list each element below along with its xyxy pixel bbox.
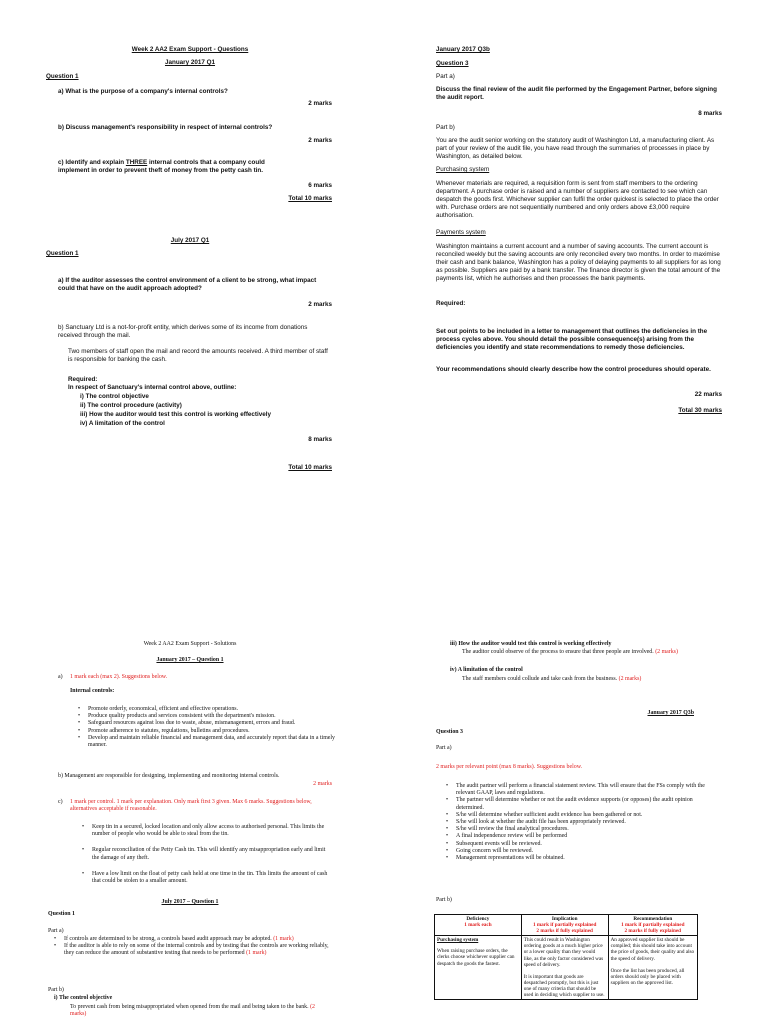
jul-q1-item: iii) How the auditor would test this control is working effectively	[80, 411, 272, 418]
solutions-title: Week 2 AA2 Exam Support - Solutions	[143, 641, 237, 647]
sol-q3b-part-a-note: 2 marks per relevant point (max 8 marks). Suggestions below.	[436, 764, 583, 770]
q3b-part-a-text: Discuss the final review of the audit file performed by the Engagement Partner, before signing the audit report.	[436, 86, 717, 101]
list-item: • Develop and maintain reliable financial and management data, and accurately report that data in a timely manner.	[78, 735, 340, 749]
jan-q1-total: Total 10 marks	[288, 195, 332, 202]
jan-q1-heading: January 2017 Q1	[164, 59, 216, 66]
q3b-heading: January 2017 Q3b	[436, 46, 490, 53]
jan-q1-part-a-marks: 2 marks	[308, 100, 332, 107]
table-row	[435, 936, 698, 1000]
questions-page-right	[432, 40, 724, 420]
table-header-cell: Implication 1 mark if partially explained 2 marks if fully explained	[521, 915, 608, 936]
jul-q1-required-text: In respect of Sanctuary's internal control above, outline:	[68, 384, 237, 391]
sol-jul-part-a-label: Part a)	[48, 928, 64, 934]
questions-page-left	[40, 40, 340, 480]
list-item: • The audit partner will perform a financial statement review. This will ensure that the FSs comply with the relevant GAAP, laws and regulations.	[446, 783, 722, 797]
recommendations-table	[434, 914, 698, 1000]
q3b-payments-text: Washington maintains a current account and a number of saving accounts. The current account is reconciled weekly but the saving accounts are only reconciled every two months. In order to maximise their cash and bank balance, Washington has a policy of delaying payments to all suppliers for as long as possible. Suppliers are paid by a bank transfer. The finance director is given the total amount of the payments list, which he authorises and then processes the bank payments.	[436, 243, 721, 282]
jul-q1-item: ii) The control procedure (activity)	[80, 402, 182, 409]
jul-q1-part-b-staff: Two members of staff open the mail and record the amounts received. A third member of staff is responsible for banking the cash.	[68, 348, 328, 363]
q3b-part-b-text: You are the audit senior working on the statutory audit of Washington Ltd, a manufacturing client. As part of your review of the audit file, you have read through the summaries of processes in place by Washington, as detailed below.	[436, 137, 715, 160]
table-cell: Purchasing system When raising purchase orders, the clerks choose whichever supplier can despatch the goods the fastest.	[435, 936, 522, 1000]
table-cell: This could result in Washington ordering goods at a much higher price or a lower quality than they would like, as the only factor considered was speed of delivery. It is important that goods are despatched promptly, but this is just one of many criteria that should be used in deciding which supplier to use.	[521, 936, 608, 1000]
q3b-purchasing-text: Whenever materials are required, a requisition form is sent from staff members to the ordering department. A purchase order is raised and a number of suppliers are contacted to see which can despatch the goods first. Whichever supplier can fulfil the order quickest is selected to place the order with. Purchase orders are not sequentially numbered and only orders above £3,000 require authorisation.	[436, 180, 719, 219]
questions-title: Week 2 AA2 Exam Support - Questions	[131, 46, 249, 53]
jul-q1-part-a-marks: 2 marks	[308, 301, 332, 308]
sol-part-a-label: a)	[58, 674, 63, 680]
q3b-marks: 22 marks	[694, 391, 722, 398]
sol-jul-q1-heading: July 2017 – Question 1	[161, 899, 219, 905]
jul-q1-item: iv) A limitation of the control	[80, 420, 165, 427]
solutions-page-left	[40, 638, 340, 1024]
jan-q1-question-label: Question 1	[46, 73, 79, 80]
sol-q3b-heading: January 2017 Q3b	[647, 710, 694, 716]
jan-q1-part-b: b) Discuss management's responsibility in respect of internal controls?	[58, 124, 273, 131]
sol-q3b-part-a-label: Part a)	[436, 745, 452, 751]
jan-q1-part-c: c) Identify and explain THREE internal controls that a company could implement in order to prevent theft of money from the petty cash tin.	[58, 159, 265, 174]
sol-jul-objective-text: To prevent cash from being misappropriated when opened from the mail and being taken to the bank. (2 marks)	[70, 1004, 315, 1018]
sol-q3b-review-list	[446, 783, 722, 862]
list-item: • Management representations will be obtained.	[446, 855, 722, 862]
list-item: • Keep tin in a secured, locked location and only allow access to authorised personal. This limits the number of people who would be able to steal from the tin.	[82, 824, 332, 838]
jul-q1-item: i) The control objective	[80, 393, 149, 400]
sol-test-text: The auditor could observe of the process to ensure that three people are involved. (2 marks)	[462, 649, 678, 655]
q3b-question-label: Question 3	[436, 60, 469, 67]
list-item: • S/he will look at whether the audit file has been appropriately reviewed.	[446, 819, 722, 826]
list-item: • Have a low limit on the float of petty cash held at one time in the tin. This limits the amount of cash that could be stolen to a smaller amount.	[82, 871, 332, 885]
sol-q3b-question-label: Question 3	[436, 729, 464, 735]
sol-test-label: iii) How the auditor would test this control is working effectively	[450, 641, 612, 647]
jul-q1-marks: 8 marks	[308, 436, 332, 443]
list-item: • S/he will determine whether sufficient audit evidence has been gathered or not.	[446, 812, 722, 819]
list-item: • Regular reconciliation of the Petty Cash tin. This will identify any misappropriation early and limit the damage of any theft.	[82, 847, 332, 861]
sol-q3b-part-b-label: Part b)	[436, 897, 452, 903]
list-item: • A final independence review will be performed	[446, 833, 722, 840]
sol-jul-question-label: Question 1	[48, 911, 76, 917]
sol-jan-q1-heading: January 2017 – Question 1	[156, 657, 224, 663]
q3b-payments-heading: Payments system	[436, 229, 486, 236]
table-cell: An approved supplier list should be compiled; this should take into account the price of goods, their quality and also the speed of delivery. Once the list has been produced, all orders should only be placed with suppliers on the approved list.	[608, 936, 697, 1000]
q3b-required-label: Required:	[436, 300, 466, 307]
table-header-row	[435, 915, 698, 936]
solutions-page-right	[432, 638, 728, 1024]
sol-jul-part-a-list	[54, 936, 330, 958]
sol-limit-label: iv) A limitation of the control	[450, 667, 523, 673]
sol-jul-objective-label: i) The control objective	[54, 995, 113, 1001]
q3b-total: Total 30 marks	[678, 407, 722, 414]
q3b-part-a-marks: 8 marks	[698, 110, 722, 117]
sol-internal-controls-list	[78, 706, 340, 749]
q3b-required-text: Set out points to be included in a letter to management that outlines the deficiencies in the process cycles above. You should detail the possible consequence(s) arising from the deficiencies you identify and state recommendations to remedy those deficiencies.	[436, 328, 708, 351]
jul-q1-part-b-intro: b) Sanctuary Ltd is a not-for-profit entity, which derives some of its income from donations received through the mail.	[58, 324, 308, 339]
q3b-recommend-text: Your recommendations should clearly describe how the control procedures should operate.	[436, 366, 711, 373]
list-item: • If controls are determined to be strong, a controls based audit approach may be adopted. (1 mark)	[54, 936, 330, 943]
list-item: • Produce quality products and services consistent with the department's mission.	[78, 713, 340, 720]
list-item: • Subsequent events will be reviewed.	[446, 841, 722, 848]
sol-internal-controls-label: Internal controls:	[70, 688, 115, 694]
q3b-part-b-label: Part b)	[436, 124, 455, 131]
jul-q1-part-a: a) If the auditor assesses the control environment of a client to be strong, what impact could that have on the audit approach adopted?	[58, 277, 317, 292]
list-item: • Safeguard resources against loss due to waste, abuse, mismanagement, errors and fraud.	[78, 720, 340, 727]
sol-part-a-note: 1 mark each (max 2). Suggestions below.	[70, 674, 168, 680]
sol-part-b-marks: 2 marks	[313, 781, 332, 787]
table-header-cell: Deficiency 1 mark each	[435, 915, 522, 936]
list-item: • If the auditor is able to rely on some of the internal controls and by testing that the controls are working reliably, they can reduce the amount of substantive testing that needs to be performed (1 mark)	[54, 943, 330, 957]
list-item: • Going concern will be reviewed.	[446, 848, 722, 855]
jul-q1-total: Total 10 marks	[288, 464, 332, 471]
sol-part-c-note: 1 mark per control. 1 mark per explanation. Only mark first 3 given. Max 6 marks. Suggestions below, alternatives acceptable if reasonable.	[70, 799, 312, 813]
sol-petty-cash-controls	[82, 824, 332, 885]
q3b-part-a-label: Part a)	[436, 73, 455, 80]
sol-limit-text: The staff members could collude and take cash from the business. (2 marks)	[462, 676, 642, 682]
jan-q1-part-c-marks: 6 marks	[308, 182, 332, 189]
list-item: • Promote orderly, economical, efficient and effective operations.	[78, 706, 340, 713]
list-item: • S/he will review the final analytical procedures.	[446, 826, 722, 833]
jan-q1-part-a: a) What is the purpose of a company's internal controls?	[58, 88, 228, 95]
jan-q1-part-b-marks: 2 marks	[308, 137, 332, 144]
sol-part-b: b) Management are responsible for designing, implementing and monitoring internal controls.	[58, 773, 280, 779]
list-item: • The partner will determine whether or not the audit evidence supports (or opposes) the audit opinion determined.	[446, 797, 722, 811]
table-header-cell: Recommendation 1 mark if partially explained 2 marks if fully explained	[608, 915, 697, 936]
jul-q1-heading: July 2017 Q1	[170, 237, 210, 244]
jul-q1-required-label: Required:	[68, 376, 98, 383]
sol-part-c-label: c)	[58, 799, 63, 805]
list-item: • Promote adherence to statutes, regulations, bulletins and procedures.	[78, 728, 340, 735]
q3b-purchasing-heading: Purchasing system	[436, 166, 490, 173]
sol-jul-part-b-label: Part b)	[48, 987, 64, 993]
jul-q1-question-label: Question 1	[46, 250, 79, 257]
